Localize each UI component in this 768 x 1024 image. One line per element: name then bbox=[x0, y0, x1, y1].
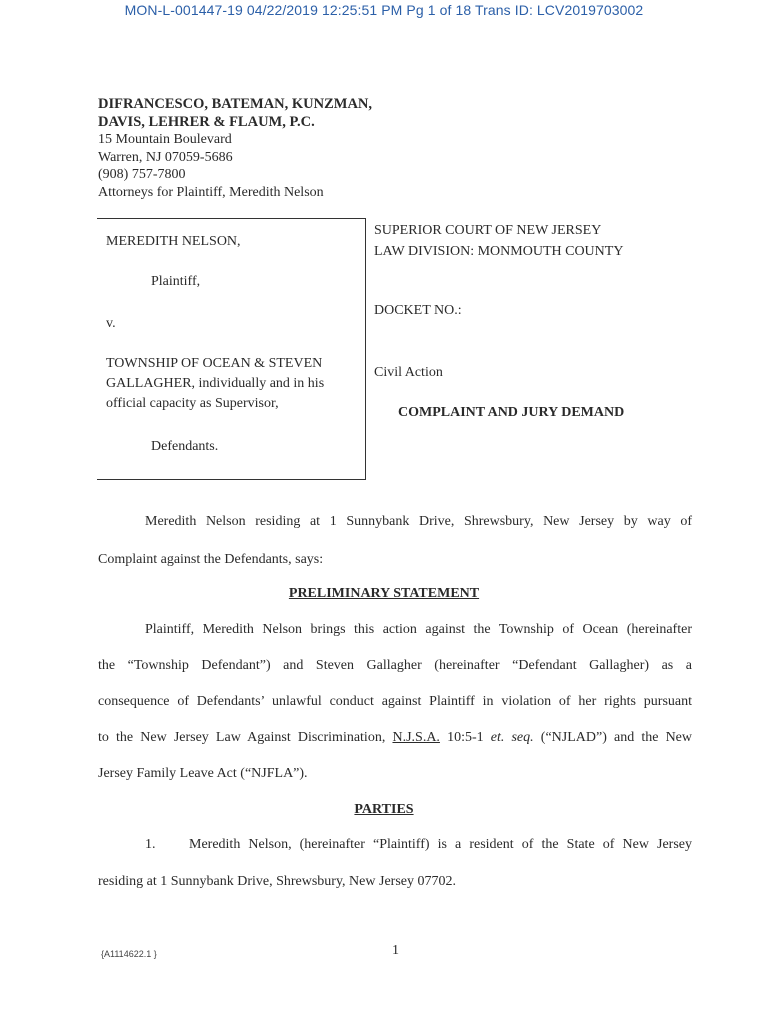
court-line1: SUPERIOR COURT OF NEW JERSEY bbox=[374, 223, 602, 238]
preliminary-line2: the “Township Defendant”) and Steven Gallagher (hereinafter “Defendant Gallagher) as a bbox=[98, 658, 692, 673]
firm-address2: Warren, NJ 07059-5686 bbox=[98, 149, 233, 165]
et-seq: et. seq. bbox=[490, 730, 534, 745]
parties-line2: residing at 1 Sunnybank Drive, Shrewsbury, New Jersey 07702. bbox=[98, 874, 456, 889]
plaintiff-label: Plaintiff, bbox=[151, 274, 201, 289]
firm-name-line1: DIFRANCESCO, BATEMAN, KUNZMAN, bbox=[98, 96, 373, 112]
caption-vertical-rule bbox=[365, 218, 366, 480]
statute-citation: N.J.S.A. bbox=[392, 730, 440, 745]
court-block bbox=[374, 220, 623, 262]
firm-attorneys-for: Attorneys for Plaintiff, Meredith Nelson bbox=[98, 184, 324, 200]
preliminary-line4-pre: to the New Jersey Law Against Discrimination, bbox=[98, 730, 393, 745]
preliminary-line5: Jersey Family Leave Act (“NJFLA”). bbox=[98, 766, 308, 781]
firm-phone: (908) 757-7800 bbox=[98, 167, 186, 182]
page-number: 1 bbox=[392, 943, 399, 958]
defendant-line2: GALLAGHER, individually and in his bbox=[106, 376, 325, 391]
preliminary-line3: consequence of Defendants’ unlawful conduct against Plaintiff in violation of her rights pursuant bbox=[98, 694, 692, 709]
firm-address1: 15 Mountain Boulevard bbox=[98, 132, 232, 147]
intro-line1: Meredith Nelson residing at 1 Sunnybank Drive, Shrewsbury, New Jersey by way of bbox=[145, 514, 692, 529]
preliminary-heading: PRELIMINARY STATEMENT bbox=[288, 586, 480, 601]
parties-heading: PARTIES bbox=[354, 802, 414, 817]
versus: v. bbox=[106, 316, 116, 331]
defendants-label: Defendants. bbox=[151, 439, 219, 454]
plaintiff-name: MEREDITH NELSON, bbox=[106, 234, 241, 249]
defendant-line1: TOWNSHIP OF OCEAN & STEVEN bbox=[106, 356, 323, 371]
filing-stamp: MON-L-001447-19 04/22/2019 12:25:51 PM Pg 1 of 18 Trans ID: LCV2019703002 bbox=[124, 2, 644, 18]
caption-bottom-rule bbox=[97, 479, 366, 480]
document-title: COMPLAINT AND JURY DEMAND bbox=[398, 405, 625, 420]
docket-number: DOCKET NO.: bbox=[374, 303, 462, 318]
item-number: 1. bbox=[145, 837, 156, 852]
defendant-line3: official capacity as Supervisor, bbox=[106, 396, 279, 411]
preliminary-line1: Plaintiff, Meredith Nelson brings this action against the Township of Ocean (hereinafter bbox=[145, 622, 692, 637]
intro-line2: Complaint against the Defendants, says: bbox=[98, 552, 324, 567]
firm-block bbox=[98, 96, 372, 201]
caption-top-rule bbox=[97, 218, 365, 219]
preliminary-line4 bbox=[98, 730, 692, 746]
court-line2: LAW DIVISION: MONMOUTH COUNTY bbox=[374, 244, 624, 259]
document-id: {A1114622.1 } bbox=[101, 949, 157, 959]
civil-action: Civil Action bbox=[374, 365, 443, 380]
preliminary-line4-post: (“NJLAD”) and the New bbox=[533, 730, 693, 745]
parties-line1: Meredith Nelson, (hereinafter “Plaintiff) is a resident of the State of New Jersey bbox=[189, 837, 692, 852]
firm-name-line2: DAVIS, LEHRER & FLAUM, P.C. bbox=[98, 113, 315, 130]
preliminary-line4-mid: 10:5-1 bbox=[439, 730, 491, 745]
